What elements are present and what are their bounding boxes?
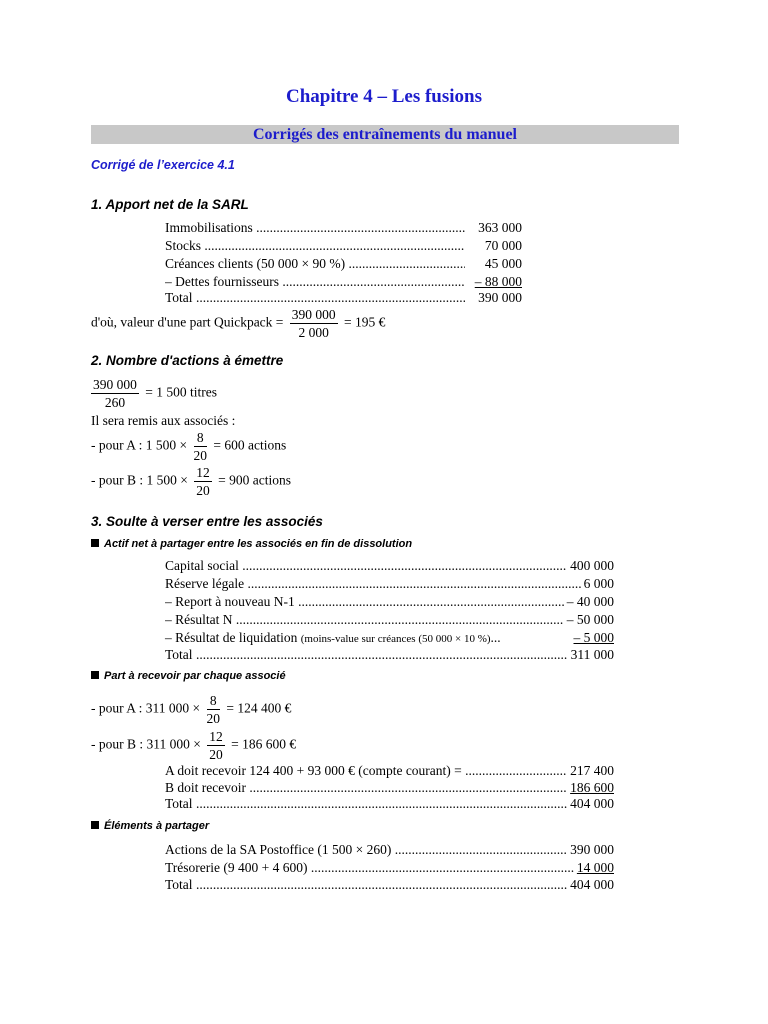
s1-row <box>165 219 522 237</box>
actions-b-denominator: 20 <box>196 483 210 498</box>
part-a-fraction <box>207 692 221 727</box>
part-b-line <box>91 728 296 763</box>
s3-row-label: Capital social ..... <box>165 557 585 575</box>
s3-elements-total <box>165 876 614 894</box>
s3-row-value: 404 000 <box>567 876 614 894</box>
actions-a-denominator: 20 <box>193 448 207 463</box>
s3-elements-row <box>165 841 614 859</box>
s3-row-value: 400 000 <box>567 557 614 575</box>
section-2-heading: 2. Nombre d'actions à émettre <box>91 353 284 368</box>
square-bullet-icon <box>91 671 99 679</box>
actions-a-prefix: - pour A : 1 500 × <box>91 437 188 453</box>
bullet-actif-net <box>91 538 412 550</box>
s3-row-label: – Report à nouveau N-1 ..... <box>165 593 585 611</box>
section-band: Corrigés des entraînements du manuel <box>91 125 679 144</box>
actions-a-numerator: 8 <box>194 429 208 447</box>
titres-result: = 1 500 titres <box>145 384 217 400</box>
s1-row-value: 45 000 <box>482 255 522 273</box>
s3-row-total <box>165 646 614 664</box>
part-b-prefix: - pour B : 311 000 × <box>91 736 201 752</box>
part-a-numerator: 8 <box>207 692 221 710</box>
section-3-heading: 3. Soulte à verser entre les associés <box>91 514 323 529</box>
part-b-fraction <box>207 728 225 763</box>
s3-row-value: – 40 000 <box>564 593 614 611</box>
part-denominator: 2 000 <box>298 325 329 340</box>
s3-row-value: 390 000 <box>567 841 614 859</box>
s3-row-value: – 50 000 <box>564 611 614 629</box>
remis-text: Il sera remis aux associés : <box>91 413 236 428</box>
bullet-text: Part à recevoir par chaque associé <box>104 670 286 682</box>
s3-receive-total <box>165 795 614 813</box>
bullet-text: Éléments à partager <box>104 820 210 832</box>
part-a-line <box>91 692 291 727</box>
s3-row-label: B doit recevoir ..... <box>165 779 585 797</box>
s1-row <box>165 255 522 273</box>
actions-a-result: = 600 actions <box>213 437 287 453</box>
s1-row-label: Immobilisations ..... <box>165 219 465 237</box>
s3-row-value: 14 000 <box>574 859 614 877</box>
exercise-subtitle: Corrigé de l’exercice 4.1 <box>91 158 235 172</box>
actions-b-result: = 900 actions <box>218 472 291 488</box>
part-a-result: = 124 400 € <box>226 700 292 716</box>
square-bullet-icon <box>91 539 99 547</box>
s3-row-value: 186 600 <box>567 779 614 797</box>
actions-a-fraction <box>194 429 208 464</box>
s3-row-value: 404 000 <box>567 795 614 813</box>
s3-row <box>165 575 614 593</box>
s3-row-label: Actions de la SA Postoffice (1 500 × 260) ..... <box>165 841 585 859</box>
s3-row-label: – Résultat de liquidation (moins-value sur créances (50 000 × 10 %)... <box>165 630 501 645</box>
actions-a-line <box>91 429 286 464</box>
part-b-result: = 186 600 € <box>231 736 297 752</box>
s3-row <box>165 557 614 575</box>
liquidation-note: (moins-value sur créances (50 000 × 10 %) <box>300 633 491 645</box>
s3-row-label: – Résultat N ..... <box>165 611 585 629</box>
titres-denominator: 260 <box>104 395 126 410</box>
titres-fraction <box>91 376 139 411</box>
part-a-denominator: 20 <box>206 711 220 726</box>
part-numerator: 390 000 <box>291 307 336 322</box>
s3-row-value: – 5 000 <box>571 629 615 647</box>
liquidation-label: – Résultat de liquidation <box>165 630 298 645</box>
s3-row-label: Réserve légale ..... <box>165 575 585 593</box>
s1-row-value: – 88 000 <box>472 273 522 291</box>
s3-row-value: 311 000 <box>568 646 614 664</box>
actions-b-fraction <box>194 464 212 499</box>
part-a-prefix: - pour A : 311 000 × <box>91 700 201 716</box>
part-b-denominator: 20 <box>209 747 223 762</box>
s3-row <box>165 593 614 611</box>
s1-row <box>165 237 522 255</box>
s1-row-value: 363 000 <box>475 219 522 237</box>
part-b-numerator: 12 <box>209 729 223 744</box>
s3-row-label: A doit recevoir 124 400 + 93 000 € (compte courant) = ..... <box>165 762 585 780</box>
s1-row-value: 70 000 <box>482 237 522 255</box>
bullet-text: Actif net à partager entre les associés en fin de dissolution <box>104 538 413 550</box>
part-value-line <box>91 306 385 341</box>
actions-b-numerator: 12 <box>196 465 210 480</box>
s3-row-label: Total ..... <box>165 876 585 894</box>
s3-row-liquidation <box>165 629 614 647</box>
s3-receive-row <box>165 762 614 780</box>
s3-row-label: Total ..... <box>165 795 585 813</box>
section-1-heading: 1. Apport net de la SARL <box>91 197 249 212</box>
s3-elements-row <box>165 859 614 877</box>
s1-row-label: – Dettes fournisseurs ..... <box>165 273 465 291</box>
s3-row-label: Total ..... <box>165 646 585 664</box>
part-result: = 195 € <box>344 314 386 330</box>
s1-row-label: Stocks ..... <box>165 237 465 255</box>
s1-row-label: Créances clients (50 000 × 90 %) ..... <box>165 255 465 273</box>
s3-row-value: 217 400 <box>567 762 614 780</box>
part-prefix: d'où, valeur d'une part Quickpack = <box>91 314 284 330</box>
actions-b-prefix: - pour B : 1 500 × <box>91 472 188 488</box>
bullet-part-recevoir <box>91 670 286 682</box>
titres-line <box>91 376 217 411</box>
chapter-title: Chapitre 4 – Les fusions <box>285 86 482 107</box>
bullet-elements <box>91 820 209 832</box>
s3-row-label: Trésorerie (9 400 + 4 600) ..... <box>165 859 585 877</box>
s3-row-value: 6 000 <box>581 575 614 593</box>
s1-row-label: Total ..... <box>165 289 465 307</box>
titres-numerator: 390 000 <box>93 377 137 392</box>
s3-row <box>165 611 614 629</box>
s1-row-value: 390 000 <box>475 289 522 307</box>
part-fraction <box>290 306 338 341</box>
actions-b-line <box>91 464 291 499</box>
s1-row-total <box>165 289 522 307</box>
square-bullet-icon <box>91 821 99 829</box>
